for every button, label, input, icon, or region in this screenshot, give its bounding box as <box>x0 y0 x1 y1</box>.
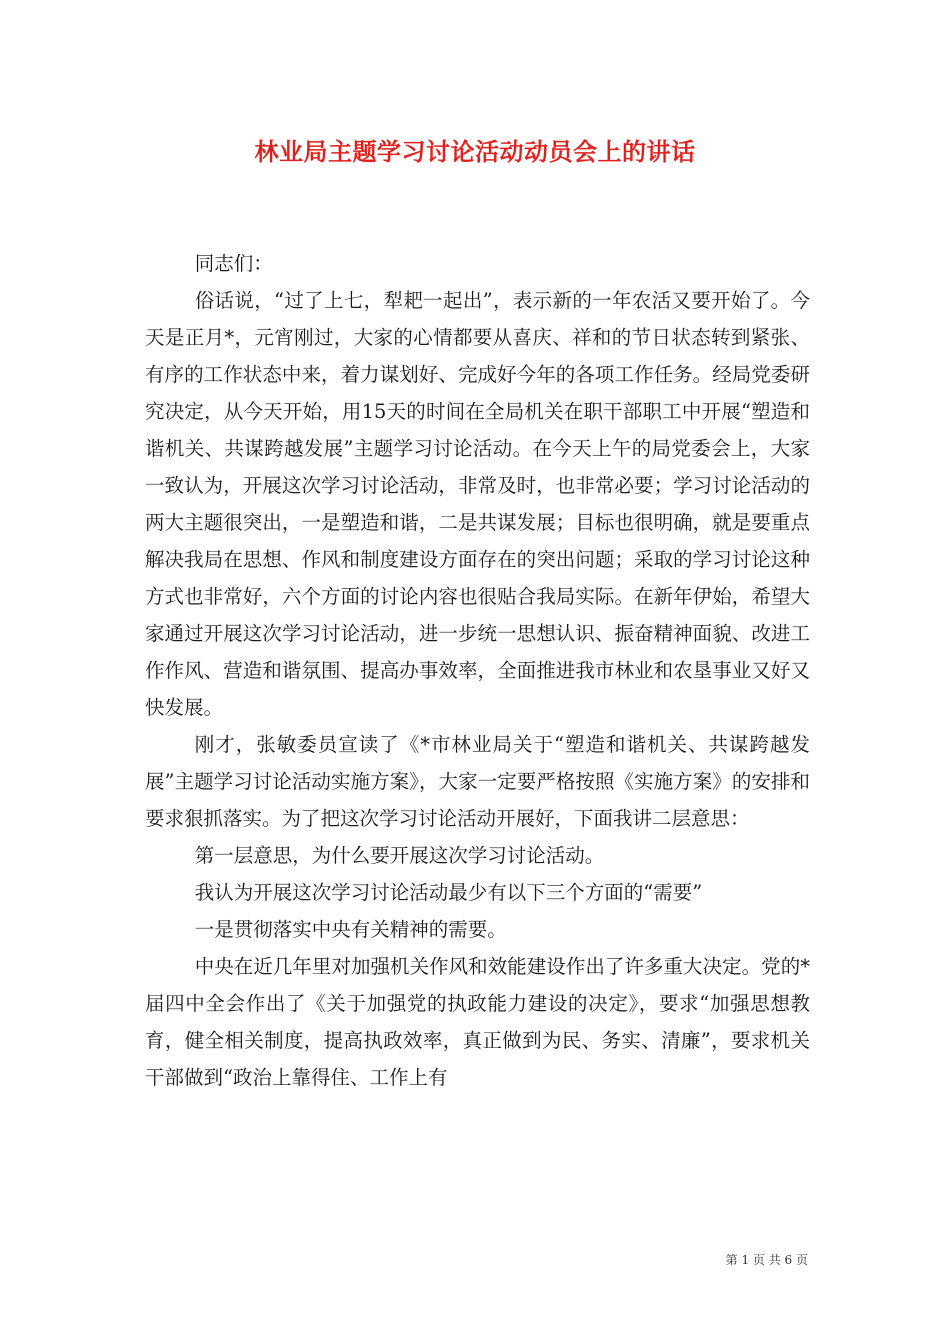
paragraph-greeting: 同志们： <box>194 252 273 275</box>
paragraph-need-one: 一是贯彻落实中央有关精神的需要。 <box>194 918 507 941</box>
paragraph-intro: 俗话说，“过了上七，犁耙一起出”，表示新的一年农活又要开始了。今天是正月*，元宵刚过，大家的心情都要从喜庆、祥和的节日状态转到紧张、有序的工作状态中来，着力谋划好、完成好今年的各项工作任务。经局党委研究决定，从今天开始，用15天的时间在全局机关在职干部职工中开展“塑造和谐机关、共谋跨越发展”主题学习讨论活动。在今天上午的局党委会上，大家一致认为，开展这次学习讨论活动，非常及时，也非常必要；学习讨论活动的两大主题很突出，一是塑造和谐，二是共谋发展；目标也很明确，就是要重点解决我局在思想、作风和制度建设方面存在的突出问题；采取的学习讨论这种方式也非常好，六个方面的讨论内容也很贴合我局实际。在新年伊始，希望大家通过开展这次学习讨论活动，进一步统一思想认识、振奋精神面貌、改进工作作风、营造和谐氛围、提高办事效率，全面推进我市林业和农垦事业又好又快发展。 <box>145 289 810 719</box>
page-number-footer: 第 1 页 共 6 页 <box>725 1253 808 1267</box>
paragraph-section-heading: 第一层意思，为什么要开展这次学习讨论活动。 <box>194 844 605 867</box>
document-body <box>145 245 810 1096</box>
paragraph-plan: 刚才，张敏委员宣读了《*市林业局关于“塑造和谐机关、共谋跨越发展”主题学习讨论活动实施方案》，大家一定要严格按照《实施方案》的安排和要求狠抓落实。为了把这次学习讨论活动开展好，下面我讲二层意思： <box>145 733 810 830</box>
document-title: 林业局主题学习讨论活动动员会上的讲话 <box>254 137 696 166</box>
paragraph-needs-intro: 我认为开展这次学习讨论活动最少有以下三个方面的“需要” <box>194 881 703 904</box>
paragraph-central: 中央在近几年里对加强机关作风和效能建设作出了许多重大决定。党的*届四中全会作出了《关于加强党的执政能力建设的决定》，要求“加强思想教育，健全相关制度，提高执政效率，真正做到为民、务实、清廉”，要求机关干部做到“政治上靠得住、工作上有 <box>145 955 810 1089</box>
